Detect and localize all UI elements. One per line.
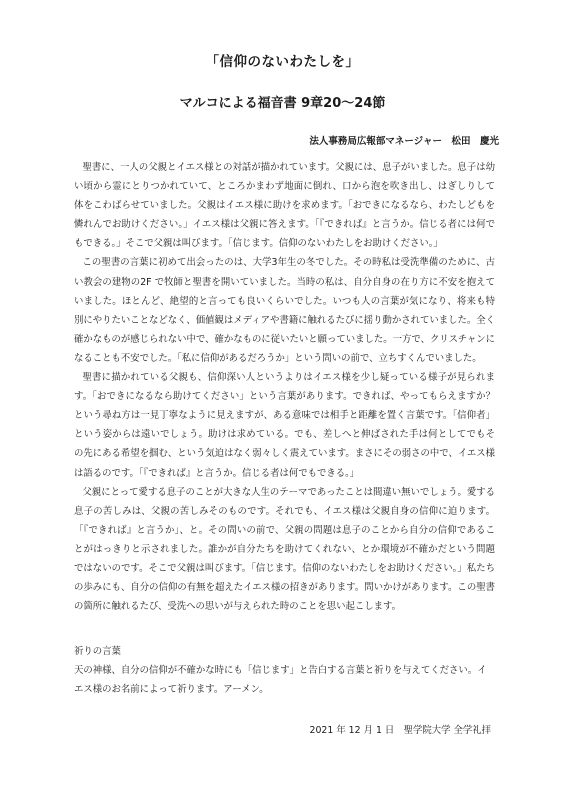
paragraph: 聖書に、一人の父親とイエス様との対話が描かれています。父親には、息子がいました。息子は幼い頃から霊にとりつかれていて、ところかまわず地面に倒れ、口から泡を吹き出し、はぎしりして体をこわばらせていました。父親はイエス様に助けを求めます。「おできになるなら、わたしどもを憐れんでお助けください。」イエス様は父親に答えます。「『できれば』と言うか。信じる者には何でもできる。」そこで父親は叫びます。「信じます。信仰のないわたしをお助けください。」 [74, 162, 495, 250]
paragraph: 聖書に描かれている父親も、信仰深い人というよりはイエス様を少し疑っている様子が見られます。「おできになるなら助けてください」という言葉があります。できれば、やってもらえますか？という尋ね方は一見丁寧なように見えますが、ある意味では相手と距離を置く言葉です。「信仰者」という姿からは遠いでしょう。助けは求めている。でも、差しへと伸ばされた手は何としてでもその先にある希望を掴む、という気迫はなく弱々しく震えています。まさにその弱さの中で、イエス様は語るのです。「『できれば』と言うか。信じる者は何でもできる。」 [74, 372, 495, 479]
author-line: 法人事務局広報部マネージャー 松田 慶光 [309, 136, 499, 147]
paragraph: この聖書の言葉に初めて出会ったのは、大学3年生の冬でした。その時私は受洗準備のために、古い教会の建物の2F で牧師と聖書を開いていました。当時の私は、自分自身の在り方に不安を抱えていました。ほとんど、絶望的と言っても良いくらいでした。いつも人の言葉が気になり、将来も特別にやりたいことなどなく、価値観はメディアや書籍に触れるたびに揺り動かされていました。全く確かなものが感じられない中で、確かなものに従いたいと願っていました。一方で、クリスチャンになることも不安でした。「私に信仰があるだろうか」という問いの前で、立ちすくんでいました。 [74, 257, 495, 364]
sermon-body [74, 158, 495, 616]
document-title: 「信仰のないわたしを」 [205, 54, 360, 70]
scripture-reference: マルコによる福音書 9章20～24節 [179, 96, 386, 111]
prayer-heading: 祈りの言葉 [74, 646, 121, 657]
prayer-text: 天の神様、自分の信仰が不確かな時にも「信じます」と告白する言葉と祈りを与えてください。イエス様のお名前によって祈ります。アーメン。 [74, 665, 487, 695]
footer-date-event: 2021 年 12 月 1 日 聖学院大学 全学礼拝 [309, 725, 491, 736]
paragraph: 父親にとって愛する息子のことが大きな人生のテーマであったことは間違い無いでしょう。愛する息子の苦しみは、父親の苦しみそのものです。それでも、イエス様は父親自身の信仰に迫ります。「『できれば』と言うか」、と。その問いの前で、父親の問題は息子のことから自分の信仰であることがはっきりと示されました。誰かが自分たちを助けてくれない、とか環境が不確かだという問題ではないのです。そこで父親は叫びます。「信じます。信仰のないわたしをお助けください。」私たちの歩みにも、自分の信仰の有無を超えたイエス様の招きがあります。問いかけがあります。この聖書の箇所に触れるたび、受洗への思いが与えられた時のことを思い起こします。 [74, 486, 495, 613]
